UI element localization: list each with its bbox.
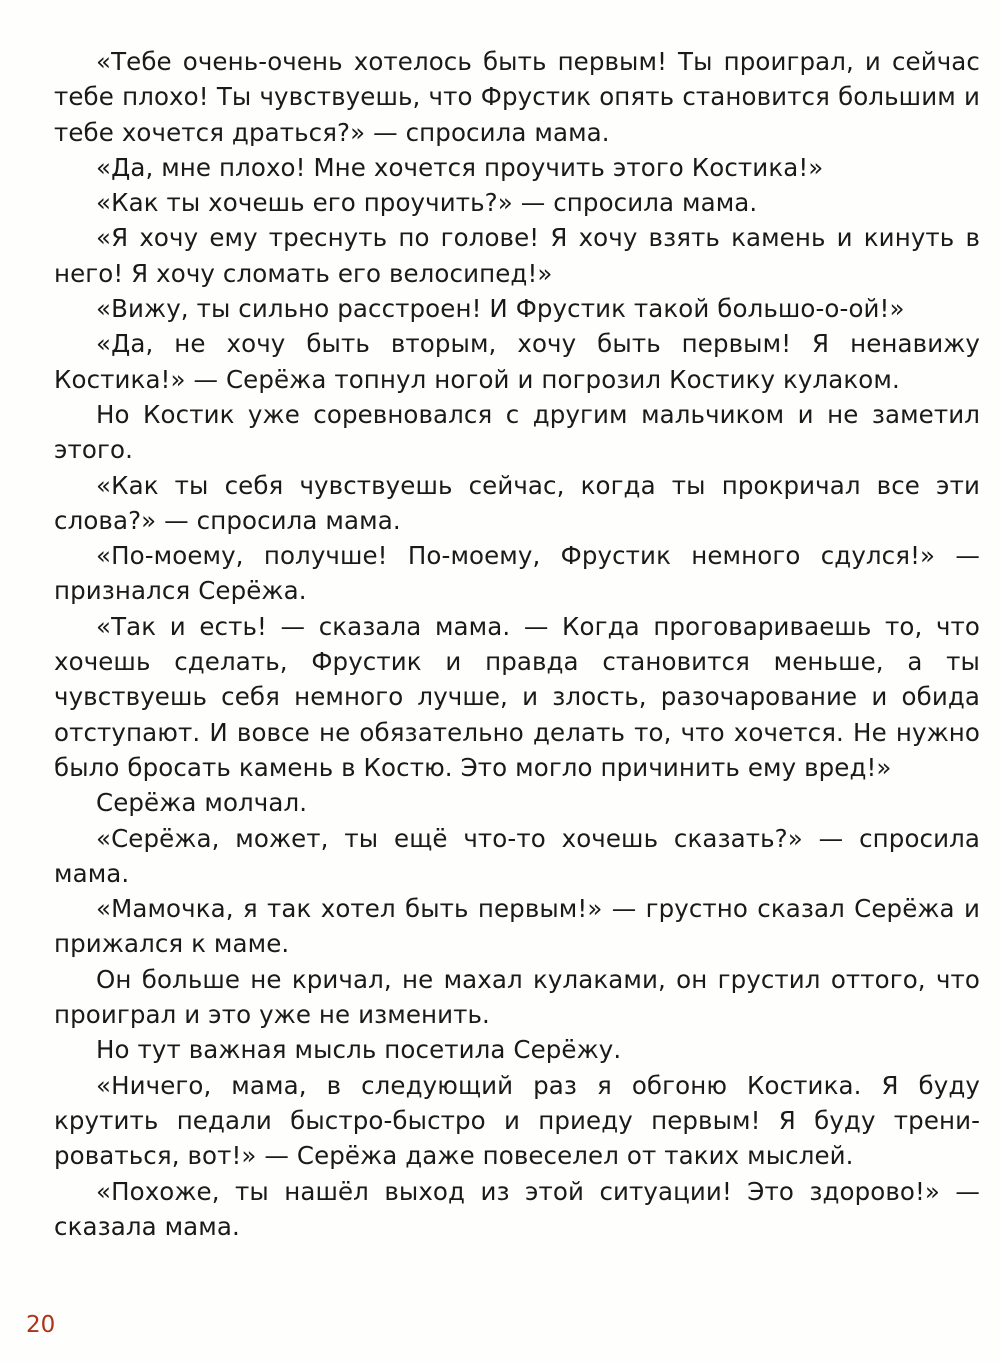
paragraph: «Ничего, мама, в следующий раз я обгоню Костика. Я буду крутить педали быстро-быстро и приеду первым! Я буду тренироваться, вот!» — Серёжа даже повеселел от таких мыслей. bbox=[54, 1070, 980, 1171]
paragraph: «Вижу, ты сильно расстроен! И Фрустик такой большо-о-ой!» bbox=[96, 294, 905, 324]
paragraph: «Я хочу ему треснуть по голове! Я хочу взять камень и кинуть в него! Я хочу сломать его велосипед!» bbox=[54, 223, 980, 288]
paragraph: «Да, мне плохо! Мне хочется проучить этого Костика!» bbox=[96, 152, 824, 182]
paragraph: Но тут важная мысль посетила Серёжу. bbox=[96, 1035, 622, 1065]
paragraph: «Как ты хочешь его проучить?» — спросила мама. bbox=[96, 188, 758, 218]
paragraph: «По-моему, получше! По-моему, Фрустик немного сдулся!» — признался Серёжа. bbox=[54, 541, 980, 606]
book-page-text bbox=[54, 44, 980, 1244]
paragraph: Но Костик уже соревновался с другим мальчиком и не заметил этого. bbox=[54, 399, 980, 465]
paragraph: Он больше не кричал, не махал кулаками, он грустил оттого, что проиграл и это уже не изменить. bbox=[54, 964, 980, 1030]
page-number: 20 bbox=[26, 1312, 56, 1338]
paragraph: «Да, не хочу быть вторым, хочу быть первым! Я ненавижу Костика!» — Серёжа топнул ногой и погрозил Костику кулаком. bbox=[54, 329, 980, 394]
paragraph: «Серёжа, может, ты ещё что-то хочешь сказать?» — спросила мама. bbox=[54, 823, 980, 888]
paragraph: «Тебе очень-очень хотелось быть первым! Ты проиграл, и сейчас тебе плохо! Ты чувствуешь, что Фрустик опять становится большим и тебе хочется драться?» — спросила мама. bbox=[54, 47, 980, 147]
paragraph: «Похоже, ты нашёл выход из этой ситуации! Это здорово!» — сказала мама. bbox=[54, 1176, 980, 1241]
paragraph: Серёжа молчал. bbox=[96, 788, 308, 818]
paragraph: «Мамочка, я так хотел быть первым!» — грустно сказал Серёжа и прижался к маме. bbox=[54, 894, 980, 959]
paragraph: «Так и есть! — сказала мама. — Когда проговариваешь то, что хочешь сделать, Фрустик и правда становится меньше, а ты чувствуешь себя немного лучше, и злость, разочарование и обида отступают. И вовсе не обязательно делать то, что хочется. Не нужно было бросать камень в Костю. Это могло причинить ему вред!» bbox=[54, 611, 980, 782]
paragraph: «Как ты себя чувствуешь сейчас, когда ты прокричал все эти слова?» — спросила мама. bbox=[54, 470, 980, 535]
